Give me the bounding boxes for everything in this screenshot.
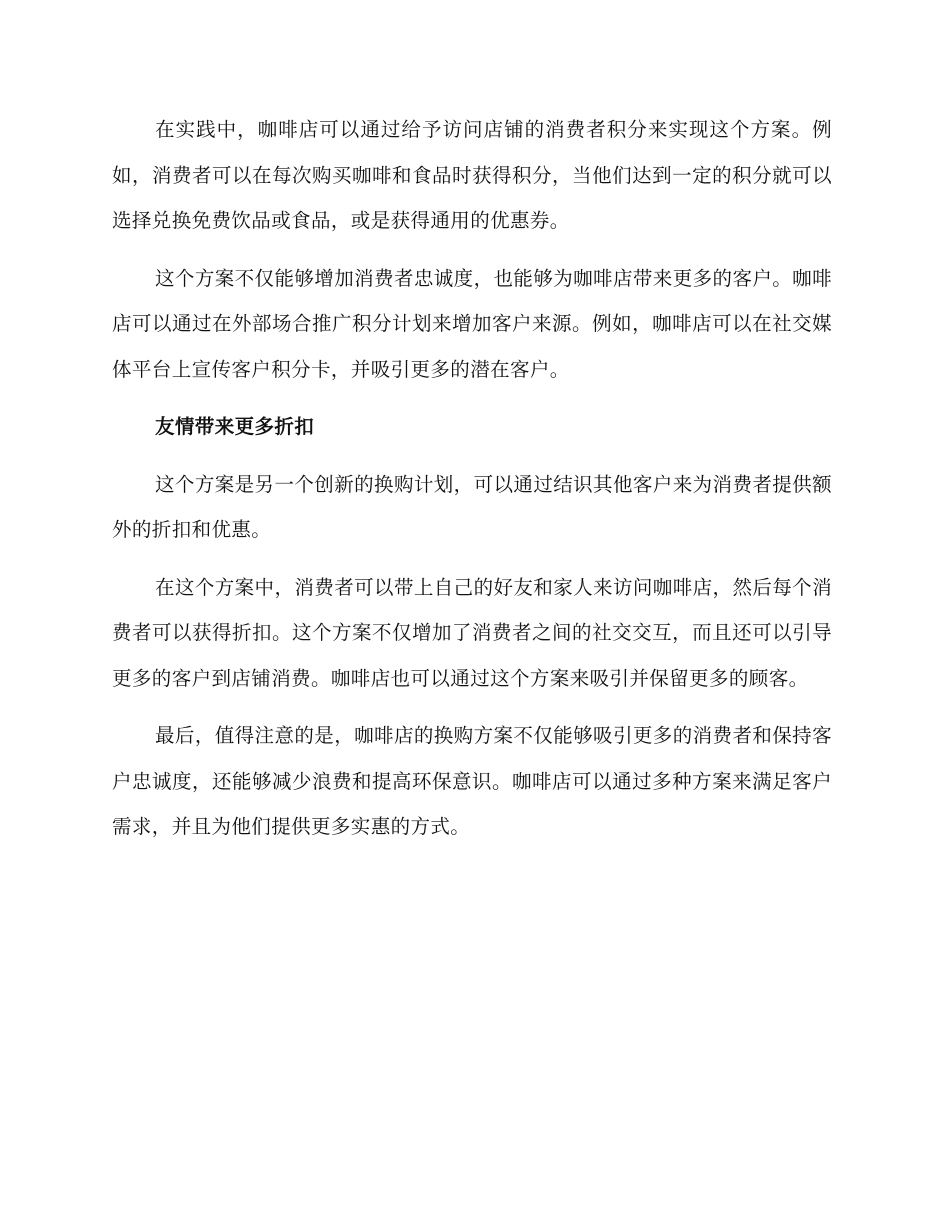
- document-body: [112, 107, 832, 862]
- paragraph: 在实践中，咖啡店可以通过给予访问店铺的消费者积分来实现这个方案。例如，消费者可以在每次购买咖啡和食品时获得积分，当他们达到一定的积分就可以选择兑换免费饮品或食品，或是获得通用的优惠券。: [112, 118, 832, 232]
- paragraph: 这个方案不仅能够增加消费者忠诚度，也能够为咖啡店带来更多的客户。咖啡店可以通过在外部场合推广积分计划来增加客户来源。例如，咖啡店可以在社交媒体平台上宣传客户积分卡，并吸引更多的潜在客户。: [112, 266, 832, 381]
- section-heading: 友情带来更多折扣: [155, 415, 315, 438]
- paragraph: 在这个方案中，消费者可以带上自己的好友和家人来访问咖啡店，然后每个消费者可以获得折扣。这个方案不仅增加了消费者之间的社交交互，而且还可以引导更多的客户到店铺消费。咖啡店也可以通过这个方案来吸引并保留更多的顾客。: [112, 575, 832, 690]
- paragraph: 这个方案是另一个创新的换购计划，可以通过结识其他客户来为消费者提供额外的折扣和优惠。: [112, 472, 832, 541]
- paragraph: 最后，值得注意的是，咖啡店的换购方案不仅能够吸引更多的消费者和保持客户忠诚度，还能够减少浪费和提高环保意识。咖啡店可以通过多种方案来满足客户需求，并且为他们提供更多实惠的方式。: [112, 724, 832, 838]
